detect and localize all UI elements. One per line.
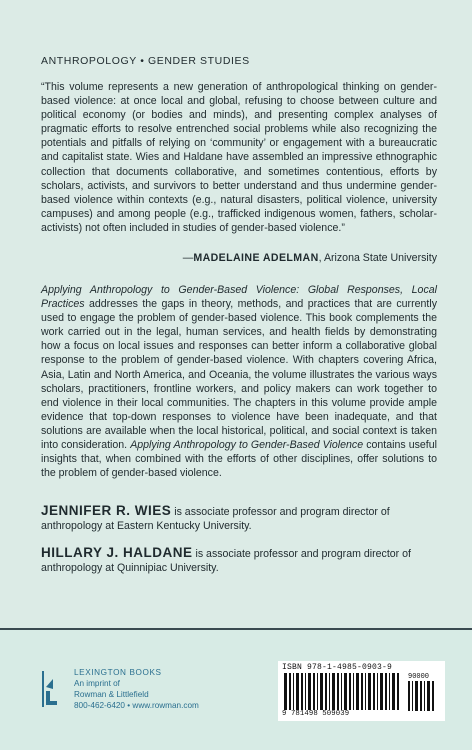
- attribution-name: MADELAINE ADELMAN: [193, 252, 319, 264]
- barcode-digits: 9 781498 509039: [282, 710, 350, 718]
- author-text-2: is associate professor and program director of anthropology at Quinnipiac University.: [41, 548, 411, 575]
- isbn-barcode: [278, 661, 445, 721]
- category-label: ANTHROPOLOGY • GENDER STUDIES: [41, 55, 250, 67]
- author-name-2: HILLARY J. HALDANE: [41, 545, 193, 560]
- book-title-italic: Applying Anthropology to Gender-Based Violence: Global Responses, Local Practices: [41, 284, 437, 311]
- endorsement-attribution: [41, 251, 437, 265]
- publisher-contact: 800-462-6420 • www.rowman.com: [74, 701, 199, 710]
- book-title-italic-2: Applying Anthropology to Gender-Based Violence: [130, 439, 364, 452]
- isbn-label: ISBN 978-1-4985-0903-9: [282, 663, 393, 672]
- author-name-1: JENNIFER R. WIES: [41, 503, 172, 518]
- description-part-2: contains useful insights that, when combined with the efforts of other disciplines, offer solutions to the problem of gender-based violence.: [41, 439, 437, 480]
- description-part-1: addresses the gaps in theory, methods, and practices that are currently used to engage the problem of gender-based violence. This book complements the work carried out in the legal, human services, and health fields by demonstrating how a focus on local issues and responses can better inform a collaborative global response to the problem of gender-based violence. With chapters covering Africa, Asia, Latin and North America, and Oceania, the volume illustrates the various ways scholars, practitioners, frontline workers, and policy makers can work together to end violence in their local communities. The chapters in this volume provide ample evidence that top-down responses to violence have been inadequate, and that solutions are available when the local historical, political, and social context is taken into consideration.: [41, 298, 437, 452]
- publisher-line-3: Rowman & Littlefield: [74, 690, 149, 699]
- publisher-line-2: An imprint of: [74, 679, 120, 688]
- price-barcode-bars-icon: [408, 681, 438, 711]
- price-code: 90000: [408, 673, 430, 681]
- endorsement-quote: “This volume represents a new generation of anthropological thinking on gender-based violence: at once local and global, refusing to choose between culture and political economy (or bodies and minds), and presenting complex analyses of pragmatic efforts to resolve entrenched social problems while also recognizing the potentials and pitfalls of relying on ‘community’ or engagement with a bureaucratic and capitalist state. Wies and Haldane have assembled an impressive ethnographic collection that documents collaborative, and sometimes contentious, efforts by scholars, activists, and survivors to better understand and thus undermine gender-based violence within contexts (e.g., natural disasters, political violence, university campuses) and among people (e.g., trafficked indigenous women, fathers, scholar-activists) not often included in studies of gender-based violence.”: [41, 81, 437, 234]
- book-description: [41, 283, 437, 480]
- attribution-dash: —: [182, 252, 194, 264]
- author-bio-2: [41, 546, 437, 575]
- publisher-info: [74, 667, 199, 711]
- publisher-name: LEXINGTON BOOKS: [74, 668, 162, 677]
- attribution-affiliation: , Arizona State University: [318, 252, 437, 264]
- barcode-bars-icon: [284, 673, 402, 710]
- author-bio-1: [41, 504, 437, 533]
- author-text-1: is associate professor and program director of anthropology at Eastern Kentucky University.: [41, 506, 390, 533]
- lexington-logo-icon: [41, 669, 59, 709]
